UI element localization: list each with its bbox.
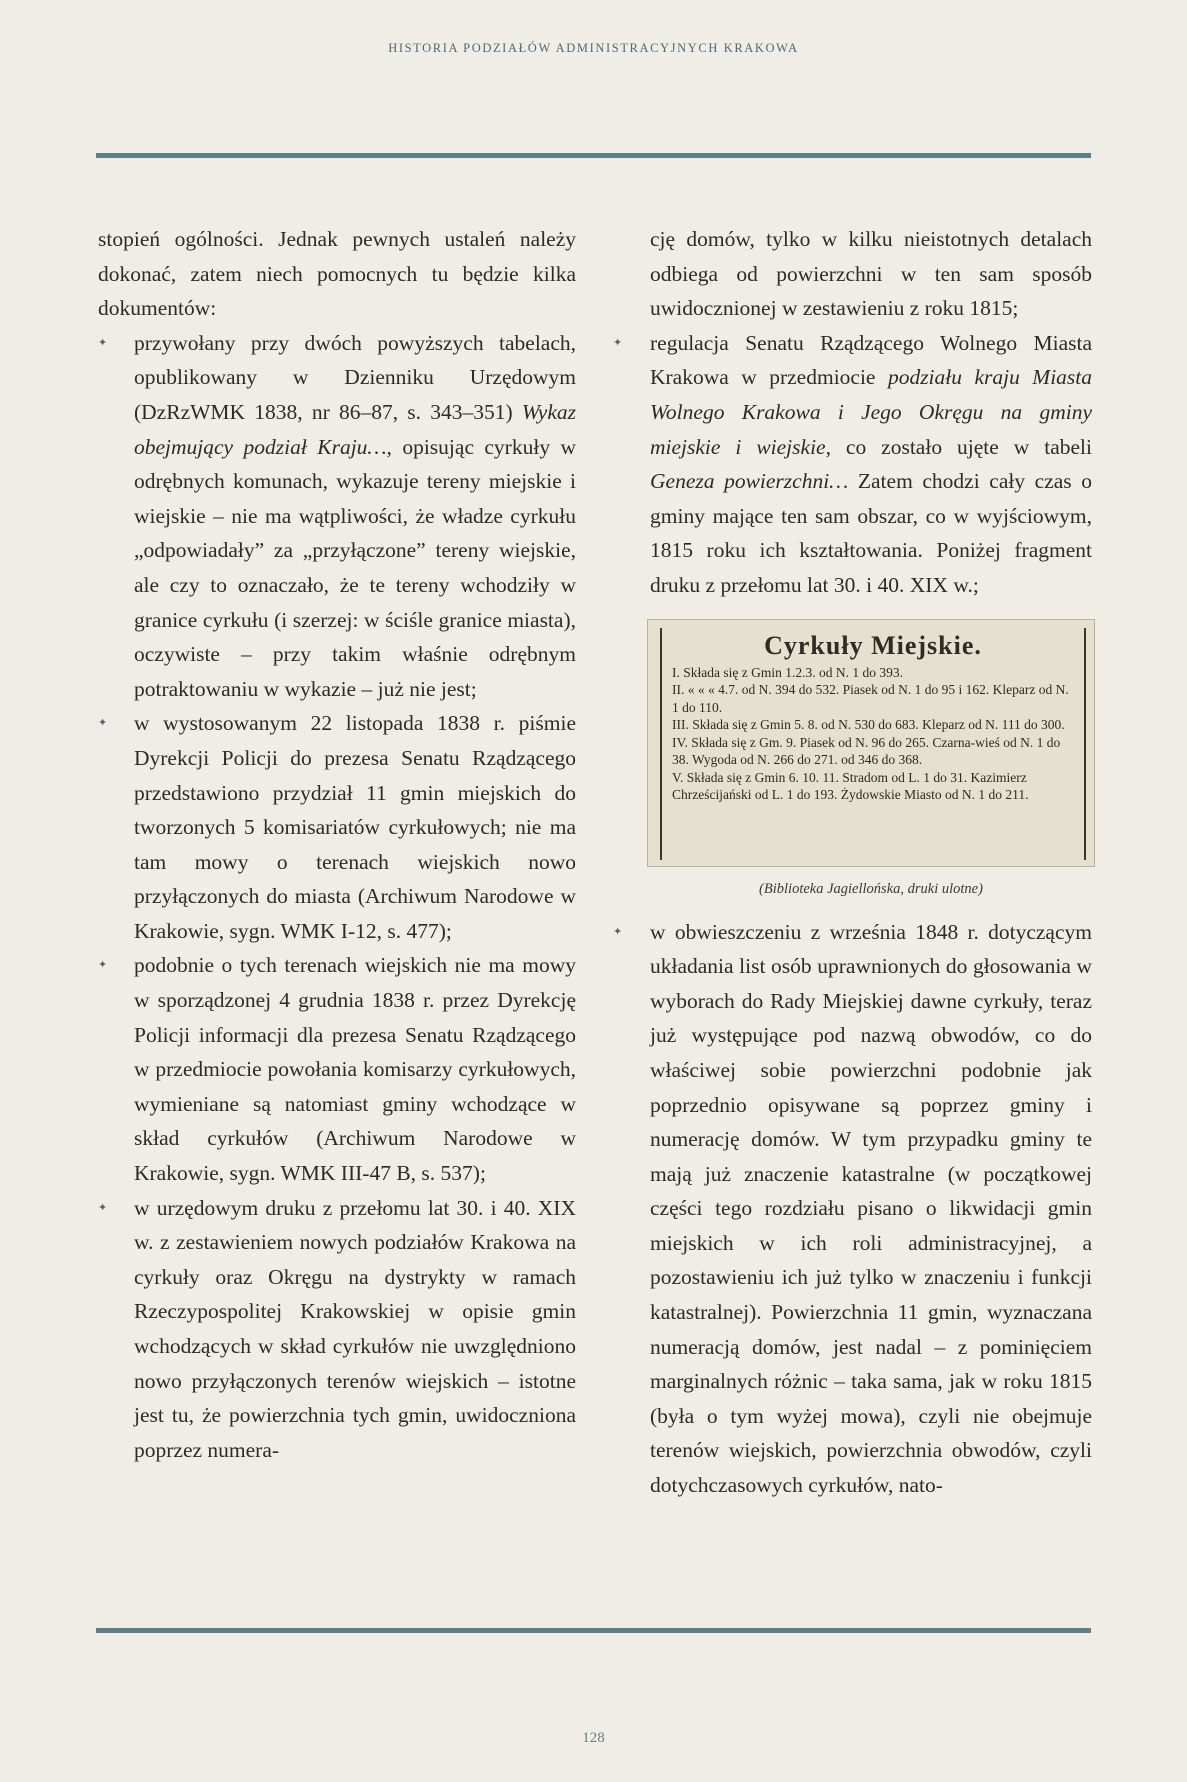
right-column: [613, 222, 1093, 1503]
bullet-icon: ✦: [98, 717, 108, 730]
bullet-list-right-2: [613, 915, 1092, 1503]
clipping-row: II. « « « 4.7. od N. 394 do 532. Piasek od N. 1 do 95 i 162. Kleparz od N. 1 do 110.: [672, 682, 1069, 715]
clipping-row: V. Składa się z Gmin 6. 10. 11. Stradom od L. 1 do 31. Kazimierz Chrześcijański od L. 1 do 193. Żydowskie Miasto od N. 1 do 211.: [672, 769, 1029, 803]
clipping-row: III. Składa się z Gmin 5. 8. od N. 530 do 683. Kleparz od N. 111 do 300.: [672, 717, 1065, 733]
image-caption: (Biblioteka Jagiellońska, druki ulotne): [759, 880, 983, 897]
item-text: w obwieszczeniu z września 1848 r. dotyczącym układania list osób uprawnionych do głosowania w wyborach do Rady Miejskiej dawne cyrkuły, teraz już występujące pod nazwą obwodów, co do właściwej sobie powierzchni podobnie jak poprzednio opisywane są poprzez gminy i numerację domów. W tym przypadku gminy te mają już znaczenie katastralne (w początkowej części tego rozdziału pisano o likwidacji gmin miejskich w ich roli administracyjnej, a pozostawieniu ich już tylko w znaczeniu i funkcji katastralnej). Powierzchnia 11 gmin, wyznaczana numeracją domów, jest nadal – z pominięciem marginalnych różnic – taka sama, jak w roku 1815 (była o tym wyżej mowa), czyli nie obejmuje terenów wiejskich, powierzchnia obwodów, czyli dotychczasowych cyrkułów, nato-: [650, 919, 1092, 1498]
item-text: w wystosowanym 22 listopada 1838 r. piśmie Dyrekcji Policji do prezesa Senatu Rządzącego przedstawiono przydział 11 gmin miejskich do tworzonych 5 komisariatów cyrkułowych; nie ma tam mowy o terenach wiejskich nowo przyłączonych do miasta (Archiwum Narodowe w Krakowie, sygn. WMK I-12, s. 477);: [134, 711, 576, 943]
clipping-row: IV. Składa się z Gm. 9. Piasek od N. 96 do 265. Czarna-wieś od N. 1 do 38. Wygoda od N. 266 do 271. od 346 do 368.: [672, 734, 1061, 768]
item-text: w urzędowym druku z przełomu lat 30. i 40. XIX w. z zestawieniem nowych podziałów Krakowa na cyrkuły oraz Okręgu na dystrykty w ramach Rzeczypospolitej Krakowskiej w opisie gmin wchodzących w skład cyrkułów nie uwzględniono nowo przyłączonych terenów wiejskich – istotne jest tu, że powierzchnia tych gmin, uwidoczniona poprzez numera-: [134, 1195, 576, 1462]
list-item: [98, 326, 576, 707]
list-item: [98, 1191, 576, 1468]
bullet-icon: ✦: [613, 336, 623, 349]
top-rule: [96, 153, 1091, 158]
list-item: [613, 326, 1093, 603]
clipping-title: Cyrkuły Miejskie.: [764, 630, 982, 660]
bottom-rule: [96, 1628, 1091, 1633]
bullet-icon: ✦: [613, 925, 623, 938]
item-text: Zatem chodzi cały czas o gminy mające ten sam obszar, co w wyjściowym, 1815 roku ich kształtowania. Poniżej fragment druku z przełomu lat 30. i 40. XIX w.;: [650, 469, 1093, 597]
item-text: przywołany przy dwóch powyższych tabelach, opublikowany w Dzienniku Urzędowym (DzRzWMK 1838, nr 86–87, s. 343–351): [134, 330, 576, 424]
item-text: podobnie o tych terenach wiejskich nie ma mowy w sporządzonej 4 grudnia 1838 r. przez Dyrekcję Policji informacji dla prezesa Senatu Rządzącego w przedmiocie powołania komisarzy cyrkułowych, wymieniane są natomiast gminy wchodzące w skład cyrkułów (Archiwum Narodowe w Krakowie, sygn. WMK III-47 B, s. 537);: [134, 953, 576, 1186]
table-name-italic: Geneza powierzchni…: [650, 469, 849, 494]
running-head: HISTORIA PODZIAŁÓW ADMINISTRACYJNYCH KRAKOWA: [388, 41, 799, 55]
list-item-continuation: [650, 222, 1092, 326]
bullet-list-left: [98, 326, 576, 1468]
clipping-frame: [660, 628, 1086, 860]
page-number: 128: [582, 1730, 605, 1746]
bullet-list-right: [613, 222, 1093, 603]
left-column: [98, 222, 576, 1467]
item-text: , co zostało ujęte w tabeli: [825, 434, 1093, 459]
item-title-italic: podziału kraju Miasta Wolnego Krakowa i Jego Okręgu na gminy miejskie i wiejskie: [650, 365, 1093, 459]
item-title-italic: Wykaz obejmujący podział Kraju…: [134, 399, 576, 459]
clipping-row: I. Składa się z Gmin 1.2.3. od N. 1 do 393.: [672, 664, 903, 680]
intro-paragraph: stopień ogólności. Jednak pewnych ustaleń należy dokonać, zatem niech pomocnych tu będzie kilka dokumentów:: [98, 227, 576, 321]
list-item: [613, 915, 1092, 1503]
bullet-icon: ✦: [98, 959, 108, 972]
item-text: , opisując cyrkuły w odrębnych komunach, wykazuje tereny miejskie i wiejskie – nie ma wątpliwości, że władze cyrkułu „odpowiadały” za „przyłączone” tereny wiejskie, ale czy to oznaczało, że te tereny wchodziły w granice cyrkułu (i szerzej: w ściśle granice miasta), oczywiste – przy takim właśnie odrębnym potraktowaniu w wykazie – już nie jest;: [134, 434, 577, 701]
list-item: [98, 948, 576, 1190]
item-text: regulacja Senatu Rządzącego Wolnego Miasta Krakowa w przedmiocie: [650, 330, 1092, 390]
bullet-icon: ✦: [98, 1201, 108, 1214]
item-text: cję domów, tylko w kilku nieistotnych detalach odbiega od powierzchni w ten sam sposób uwidocznionej w zestawieniu z roku 1815;: [650, 227, 1092, 321]
list-item: [98, 706, 576, 948]
bullet-icon: ✦: [98, 336, 108, 349]
print-clipping: [647, 619, 1095, 867]
